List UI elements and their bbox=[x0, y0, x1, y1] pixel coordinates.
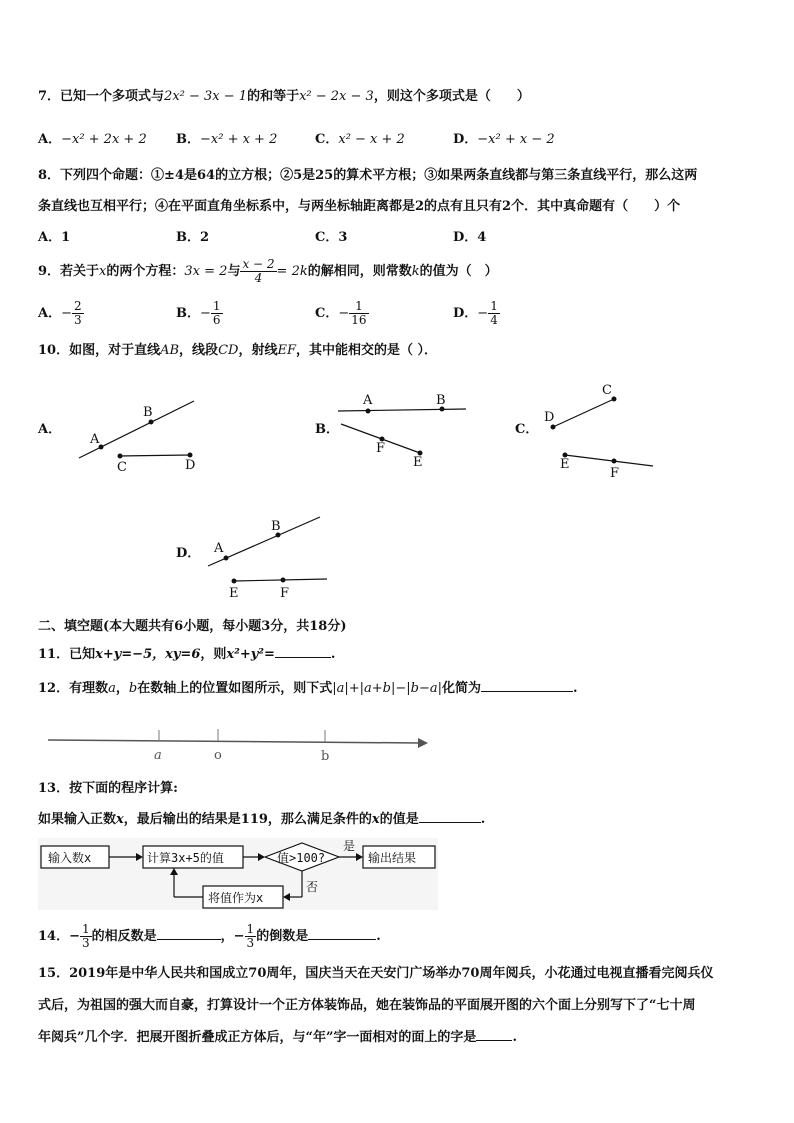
option-label: A． bbox=[38, 306, 62, 321]
label-e: E bbox=[560, 457, 570, 472]
q14-s3: 的倒数是 bbox=[256, 929, 309, 944]
q13-text bbox=[38, 812, 485, 828]
label-e: E bbox=[229, 586, 239, 601]
option-expr: −x² + 2x + 2 bbox=[61, 132, 147, 147]
q10-figure-d bbox=[208, 517, 327, 601]
label-d: D bbox=[185, 458, 196, 473]
option-value: 3 bbox=[338, 230, 348, 245]
point-c bbox=[612, 397, 617, 402]
option-sign: − bbox=[477, 306, 489, 321]
q9-stem-b: 与 bbox=[227, 264, 241, 279]
q11 bbox=[38, 647, 335, 663]
q13-text-1: 如果输入正数 bbox=[38, 812, 117, 827]
option-sign: − bbox=[61, 306, 72, 321]
option-value: 1 bbox=[61, 230, 71, 245]
fraction-denominator: 4 bbox=[254, 271, 263, 285]
q13-end: . bbox=[480, 812, 486, 827]
fraction-numerator: x − 2 bbox=[242, 257, 275, 271]
label-c: C bbox=[117, 460, 127, 475]
axis-arrow bbox=[418, 738, 428, 748]
point-a bbox=[224, 556, 229, 561]
q14-s2: ，− bbox=[220, 929, 245, 944]
point-f bbox=[281, 578, 286, 583]
q14-fraction-2 bbox=[245, 923, 257, 950]
label-f: F bbox=[376, 441, 386, 456]
fraction-numerator: 1 bbox=[349, 300, 368, 314]
option-label: D． bbox=[453, 132, 478, 147]
q7-poly1: 2x² − 3x − 1 bbox=[164, 89, 248, 104]
q10-ef: EF bbox=[277, 343, 296, 358]
option-value: 2 bbox=[200, 230, 210, 245]
q10-cd: CD bbox=[218, 343, 239, 358]
label-a: A bbox=[363, 393, 373, 408]
q15-end: . bbox=[512, 1030, 517, 1045]
point-b bbox=[149, 420, 154, 425]
fraction-numerator: 1 bbox=[490, 299, 498, 313]
q11-condition: x+y=−5，xy=6 bbox=[95, 647, 201, 662]
q9-var: x bbox=[99, 264, 107, 279]
q10-s2: ，射线 bbox=[238, 343, 278, 358]
option-expr: x² − x + 2 bbox=[338, 132, 405, 147]
q10-s3: ，其中能相交的是（ ）． bbox=[295, 343, 437, 358]
q10-option-a[interactable]: A． bbox=[38, 422, 62, 437]
q12-s1: ， bbox=[115, 681, 129, 696]
q8-line2: 条直线也互相平行；④在平面直角坐标系中，与两坐标轴距离都是2的点有且只有2个．其中真命题有（ ）个 bbox=[38, 199, 681, 214]
label-a: A bbox=[214, 541, 224, 556]
fraction-numerator: 1 bbox=[81, 922, 90, 936]
ray-ef bbox=[565, 455, 653, 466]
answer-blank[interactable] bbox=[419, 822, 481, 823]
q9-eq2-rhs: = 2k bbox=[276, 264, 308, 279]
q14-fraction-1 bbox=[80, 923, 92, 950]
q12-s3: 化简为 bbox=[441, 681, 481, 696]
option-label: C． bbox=[315, 132, 339, 147]
label-e: E bbox=[413, 455, 423, 470]
line-ab bbox=[338, 409, 466, 411]
q12-expression: |a|+|a+b|−|b−a| bbox=[332, 681, 442, 696]
point-e bbox=[232, 579, 237, 584]
q10-figure-c bbox=[544, 383, 653, 481]
option-value: 4 bbox=[477, 230, 487, 245]
label-a: a bbox=[154, 748, 162, 763]
point-f bbox=[612, 459, 617, 464]
q10-stem-pre: 10．如图，对于直线 bbox=[38, 343, 161, 358]
compute-label: 计算3x+5的值 bbox=[147, 851, 224, 865]
fraction-denominator: 3 bbox=[246, 936, 255, 950]
answer-blank[interactable] bbox=[275, 657, 331, 658]
q12-var-a: a bbox=[108, 681, 116, 696]
option-sign: − bbox=[338, 306, 350, 321]
q12-pre: 12．有理数 bbox=[38, 681, 109, 696]
q14-end: . bbox=[376, 929, 381, 944]
option-expr: −x² + x + 2 bbox=[200, 132, 278, 147]
q12-var-b: b bbox=[128, 681, 138, 696]
label-b: B bbox=[143, 405, 153, 420]
line-ab bbox=[79, 401, 194, 458]
option-label: B． bbox=[176, 230, 200, 245]
fraction-denominator: 3 bbox=[74, 313, 82, 327]
fraction-denominator: 3 bbox=[81, 936, 90, 950]
label-b: B bbox=[271, 519, 281, 534]
q11-mid: ，则 bbox=[200, 647, 227, 662]
q11-pre: 11．已知 bbox=[38, 647, 96, 662]
q10-option-b[interactable]: B． bbox=[315, 422, 339, 437]
answer-blank-1[interactable] bbox=[157, 939, 221, 940]
point-d bbox=[188, 453, 193, 458]
fraction-denominator: 6 bbox=[212, 313, 221, 327]
option-label: D． bbox=[453, 306, 478, 321]
q9-stem-d: 的值为（ ） bbox=[419, 264, 498, 279]
q12-number-line bbox=[48, 729, 428, 764]
q8-line1: 8．下列四个命题：①±4是64的立方根；②5是25的算术平方根；③如果两条直线都与第三条直线平行，那么这两 bbox=[38, 168, 698, 183]
q7-stem-post: ，则这个多项式是（ ） bbox=[373, 89, 530, 104]
label-f: F bbox=[280, 586, 290, 601]
q15-line3 bbox=[38, 1030, 517, 1046]
q10-s1: ，线段 bbox=[179, 343, 219, 358]
fraction-denominator: 16 bbox=[351, 313, 367, 327]
option-label: B． bbox=[176, 132, 200, 147]
q13-var-x: x bbox=[371, 812, 380, 827]
input-label: 输入数x bbox=[48, 851, 92, 865]
label-d: D bbox=[544, 410, 555, 425]
loop-label: 将值作为x bbox=[208, 891, 264, 905]
q15-line2: 式后，为祖国的强大而自豪，打算设计一个正方体装饰品，她在装饰品的平面展开图的六个面上分别写下了“七十周 bbox=[38, 998, 696, 1013]
q9-stem-c: 的解相同，则常数 bbox=[307, 264, 412, 279]
segment-cd bbox=[553, 399, 614, 427]
q13-text-3: 的值是 bbox=[379, 812, 419, 827]
q9-var-k: k bbox=[411, 264, 420, 279]
q10-ab: AB bbox=[160, 343, 180, 358]
q9-eq1: 3x = 2 bbox=[184, 264, 228, 279]
fraction-numerator: 1 bbox=[212, 299, 221, 313]
q13-title: 13．按下面的程序计算: bbox=[38, 781, 178, 796]
section-2-heading: 二、填空题(本大题共有6小题，每小题3分，共18分) bbox=[38, 619, 347, 634]
q10-option-c[interactable]: C． bbox=[515, 422, 539, 437]
label-a: A bbox=[90, 432, 100, 447]
fraction-numerator: 2 bbox=[74, 299, 82, 313]
label-b: B bbox=[436, 393, 446, 408]
axis-line bbox=[48, 740, 420, 743]
q11-expression: x²+y²= bbox=[226, 647, 275, 662]
q12 bbox=[38, 681, 578, 697]
q13-text-2: ，最后输出的结果是119，那么满足条件的 bbox=[123, 812, 372, 827]
q11-end: . bbox=[330, 647, 336, 662]
point-c bbox=[118, 454, 123, 459]
decision-label: 值>100? bbox=[277, 851, 326, 865]
q9-stem-pre: 9．若关于 bbox=[38, 264, 100, 279]
point-a bbox=[366, 409, 371, 414]
q14-s1: 的相反数是 bbox=[91, 929, 157, 944]
option-label: C． bbox=[315, 306, 339, 321]
option-label: A． bbox=[38, 230, 62, 245]
option-label: D． bbox=[453, 230, 478, 245]
q12-end: . bbox=[572, 681, 578, 696]
answer-blank-2[interactable] bbox=[308, 939, 376, 940]
fraction-denominator: 4 bbox=[490, 313, 498, 327]
q14-pre: 14．− bbox=[38, 929, 80, 944]
q7-stem-mid: 的和等于 bbox=[247, 89, 300, 104]
q15-line3-text: 年阅兵”几个字．把展开图折叠成正方体后，与“年”字一面相对的面上的字是 bbox=[38, 1030, 477, 1045]
q7-poly2: x² − 2x − 3 bbox=[299, 89, 374, 104]
q12-s2: 在数轴上的位置如图所示，则下式 bbox=[137, 681, 333, 696]
q10-option-d[interactable]: D． bbox=[176, 546, 201, 561]
q13-flowchart bbox=[38, 838, 438, 910]
q15-line1: 15．2019年是中华人民共和国成立70周年，国庆当天在天安门广场举办70周年阅兵，小花通过电视直播看完阅兵仪 bbox=[38, 966, 714, 981]
label-o: o bbox=[214, 748, 222, 763]
q10-figure-a bbox=[79, 401, 195, 475]
option-label: C． bbox=[315, 230, 339, 245]
option-expr: −x² + x − 2 bbox=[477, 132, 555, 147]
segment-cd bbox=[120, 455, 190, 456]
no-label: 否 bbox=[306, 880, 319, 894]
answer-blank[interactable] bbox=[476, 1040, 512, 1041]
q13-var-x: x bbox=[116, 812, 124, 827]
option-label: B． bbox=[176, 306, 200, 321]
point-d bbox=[551, 425, 556, 430]
q7-stem-pre: 7．已知一个多项式与 bbox=[38, 89, 165, 104]
yes-label: 是 bbox=[343, 839, 356, 853]
label-c: C bbox=[602, 383, 612, 398]
label-f: F bbox=[610, 466, 620, 481]
label-b: b bbox=[321, 749, 330, 764]
fraction-numerator: 1 bbox=[246, 922, 255, 936]
q10-figure-b bbox=[338, 393, 466, 470]
option-label: A． bbox=[38, 132, 62, 147]
answer-blank[interactable] bbox=[481, 691, 573, 692]
q9-stem-a: 的两个方程： bbox=[106, 264, 185, 279]
output-label: 输出结果 bbox=[368, 851, 417, 865]
option-sign: − bbox=[200, 306, 211, 321]
q14 bbox=[38, 920, 381, 954]
